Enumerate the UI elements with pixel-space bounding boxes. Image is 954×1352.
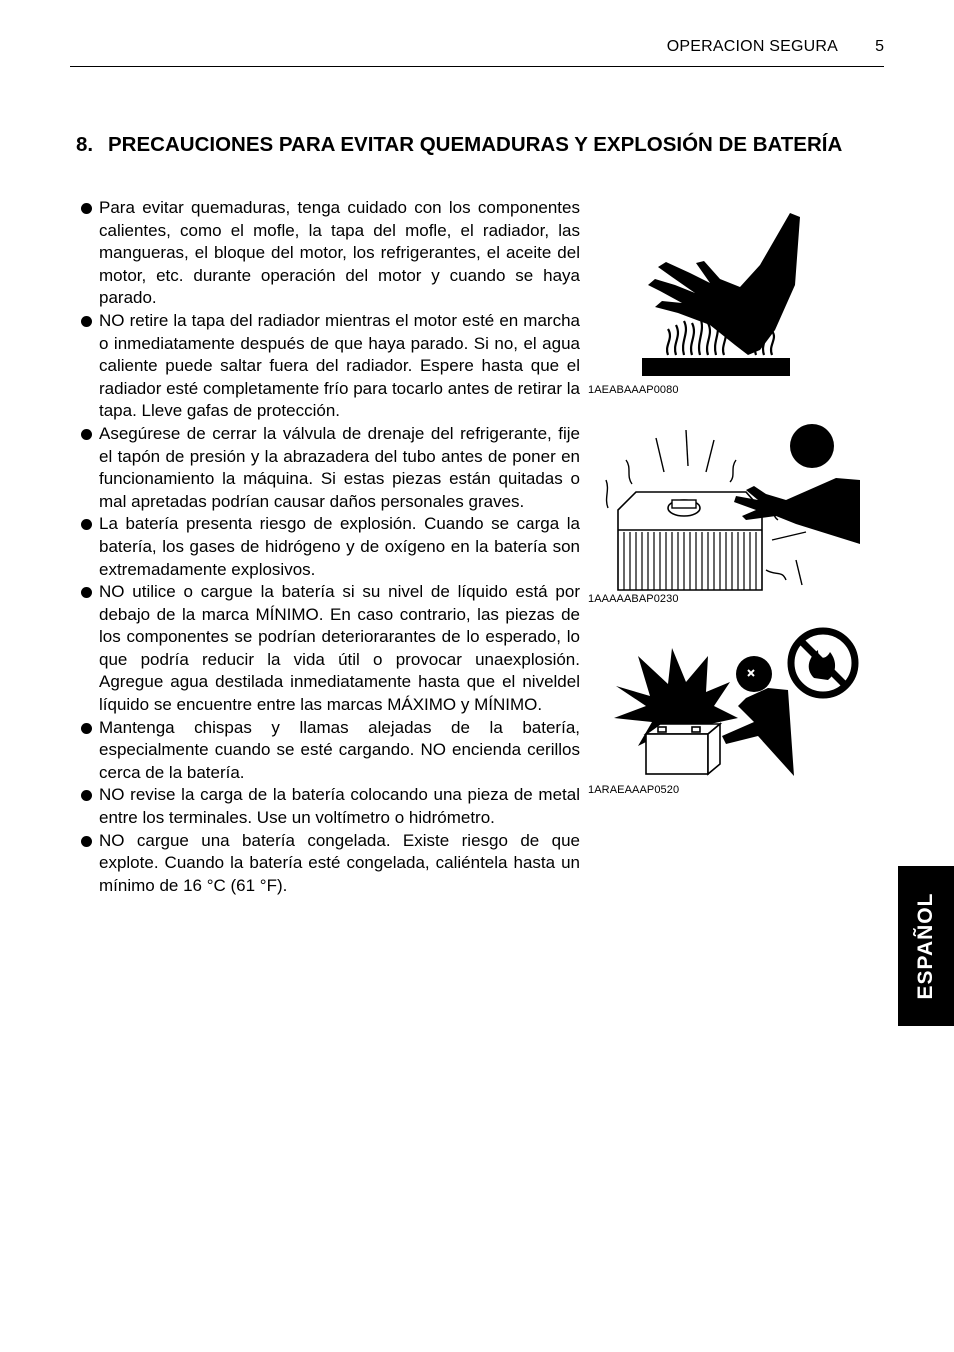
battery-explosion-icon [608,626,862,781]
bullet-icon [81,723,92,734]
list-item-text: NO retire la tapa del radiador mientras el motor esté en marcha o inmediatamente después de que haya parado. Si no, el agua caliente puede saltar fuera del radiador. Espere hasta que el radiador esté completamente frío para tocarlo antes de retirar la tapa. Lleve gafas de protección. [99,310,580,421]
page-number: 5 [875,38,884,55]
list-item [80,717,580,785]
list-item-text: Asegúrese de cerrar la válvula de drenaje del refrigerante, fije el tapón de presión y la abrazadera del tubo antes de poner en funcionamiento la máquina. Si estas piezas están quitadas o mal apretadas podrían causar daños personales graves. [99,423,580,511]
figure-caption: 1AAAAABAP0230 [588,593,679,605]
list-item [80,784,580,829]
page-header [70,36,884,67]
bullet-icon [81,519,92,530]
list-item-text: NO utilice o cargue la batería si su nivel de líquido está por debajo de la marca MÍNIMO. En caso contrario, las piezas de los componentes se podrían deteriorarantes de lo esperado, lo que podría reducir la vida útil o provocar unaexplosión. Agregue agua destilada inmediatamente hasta que el niveldel líquido se encuentre entre las marcas MÁXIMO y MÍNIMO. [99,582,580,715]
figure-caption: 1AEABAAAP0080 [588,384,679,396]
language-label: ESPAÑOL [914,892,937,1000]
section-title: PRECAUCIONES PARA EVITAR QUEMADURAS Y EXPLOSIÓN DE BATERÍA [108,133,843,156]
list-item [80,581,580,717]
list-item [80,513,580,581]
list-item-text: NO cargue una batería congelada. Existe riesgo de que explote. Cuando la batería esté congelada, caliéntela hasta un mínimo de 16 °C (61 °F). [99,830,580,895]
bullet-icon [81,790,92,801]
language-side-tab [898,866,954,1026]
list-item [80,310,580,423]
list-item [80,423,580,513]
list-item-text: La batería presenta riesgo de explosión. Cuando se carga la batería, los gases de hidrógeno y de oxígeno en la batería son extremadamente explosivos. [99,514,580,579]
bullet-icon [81,316,92,327]
precautions-list [80,197,580,897]
bullet-icon [81,587,92,598]
figure-caption: 1ARAEAAAP0520 [588,784,680,796]
list-item-text: Mantenga chispas y llamas alejadas de la batería, especialmente cuando se esté cargando. NO encienda cerillos cerca de la batería. [99,717,580,782]
figure-battery-explosion [608,626,862,781]
bullet-icon [81,203,92,214]
section-number: 8. [76,133,94,156]
figure-radiator [596,420,860,595]
figure-hot-surface [600,205,810,380]
list-item-text: Para evitar quemaduras, tenga cuidado con los componentes calientes, como el mofle, la tapa del mofle, el radiador, las mangueras, el bloque del motor, los refrigerantes, el aceite del motor, etc. durante operación del motor y cuando se haya parado. [99,198,580,308]
header-section-title: OPERACION SEGURA [666,38,838,55]
list-item [80,197,580,310]
list-item [80,830,580,898]
bullet-icon [81,836,92,847]
bullet-icon [81,429,92,440]
list-item-text: NO revise la carga de la batería colocando una pieza de metal entre los terminales. Use un voltímetro o hidrómetro. [99,785,580,828]
hot-surface-hand-icon [600,205,810,380]
radiator-steam-hazard-icon [596,420,860,595]
